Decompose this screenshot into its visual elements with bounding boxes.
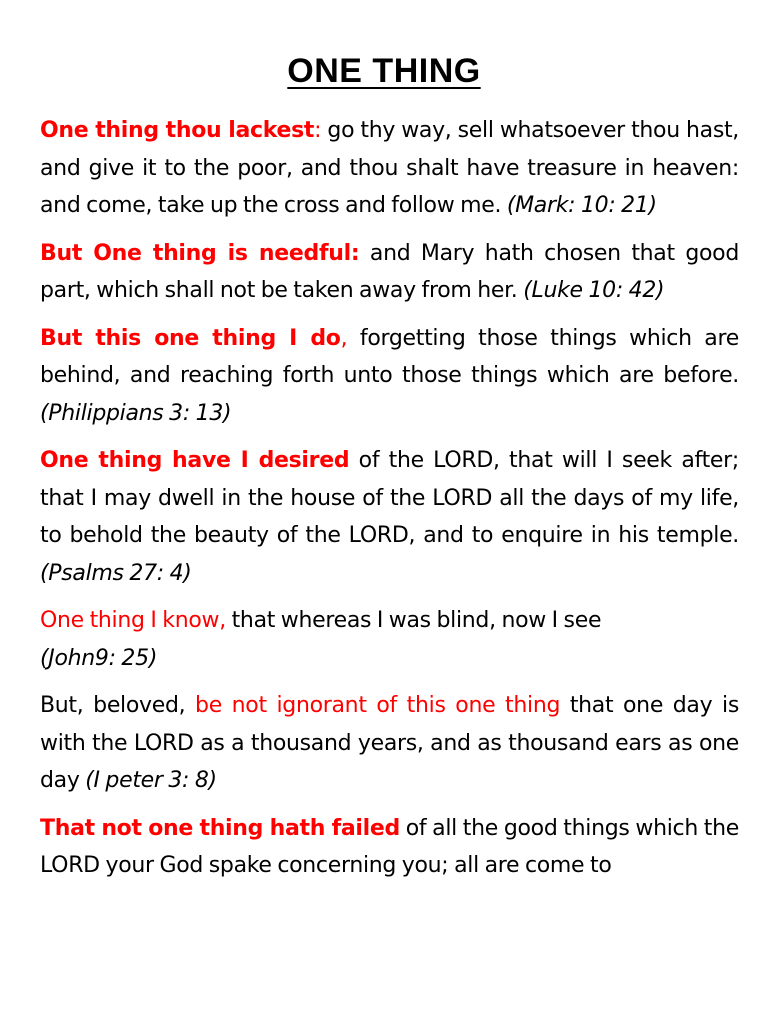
verse-body: of the LORD, that will I seek after; that I may dwell in the house of the LORD all the days of my life, to behold the beauty of the LORD, and to enquire in his temple. — [40, 448, 739, 548]
verse-highlight: One thing thou lackest — [40, 118, 315, 143]
verse-body: forgetting those things which are behind, and reaching forth unto those things which are before. — [40, 325, 739, 388]
verse-reference: (Philippians 3: 13) — [40, 400, 232, 426]
verse-philippians — [40, 320, 739, 433]
verse-reference: (John9: 25) — [40, 645, 158, 671]
verse-highlight: One thing have I desired — [40, 448, 350, 473]
verse-luke — [40, 235, 739, 310]
verse-joshua — [40, 810, 739, 885]
verse-peter — [40, 687, 739, 800]
verse-highlight-tail: , — [219, 608, 226, 633]
verse-reference: (Psalms 27: 4) — [40, 560, 192, 586]
verse-reference: (Luke 10: 42) — [523, 278, 665, 303]
verse-body: and Mary hath chosen that good part, which shall not be taken away from her. — [40, 240, 739, 303]
verse-psalms — [40, 442, 739, 592]
verse-highlight: But this one thing I do — [40, 325, 341, 351]
verse-body: go thy way, sell whatsoever thou hast, and give it to the poor, and thou shalt have treasure in heaven: and come, take up the cross and follow me. — [40, 118, 739, 218]
verse-list — [40, 112, 739, 895]
verse-body: that whereas I was blind, now I see — [225, 608, 602, 633]
verse-mark — [40, 112, 739, 225]
verse-highlight: But One thing is needful: — [40, 240, 360, 266]
verse-pre: But, beloved, — [40, 693, 196, 718]
verse-highlight-tail: , — [340, 325, 348, 351]
verse-highlight: That not one thing hath failed — [40, 815, 400, 841]
verse-reference: (Mark: 10: 21) — [506, 193, 657, 218]
verse-body: of all the good things which the LORD your God spake concerning you; all are come to — [40, 815, 739, 878]
verse-reference: (I peter 3: 8) — [85, 768, 217, 793]
verse-body: that one day is with the LORD as a thousand years, and as thousand ears as one day — [40, 693, 739, 793]
verse-highlight: be not ignorant of this one thing — [195, 693, 561, 718]
verse-john — [40, 602, 739, 677]
page-title: ONE THING — [287, 52, 481, 90]
verse-highlight: One thing I know — [40, 608, 220, 633]
verse-highlight-tail: : — [314, 118, 322, 143]
